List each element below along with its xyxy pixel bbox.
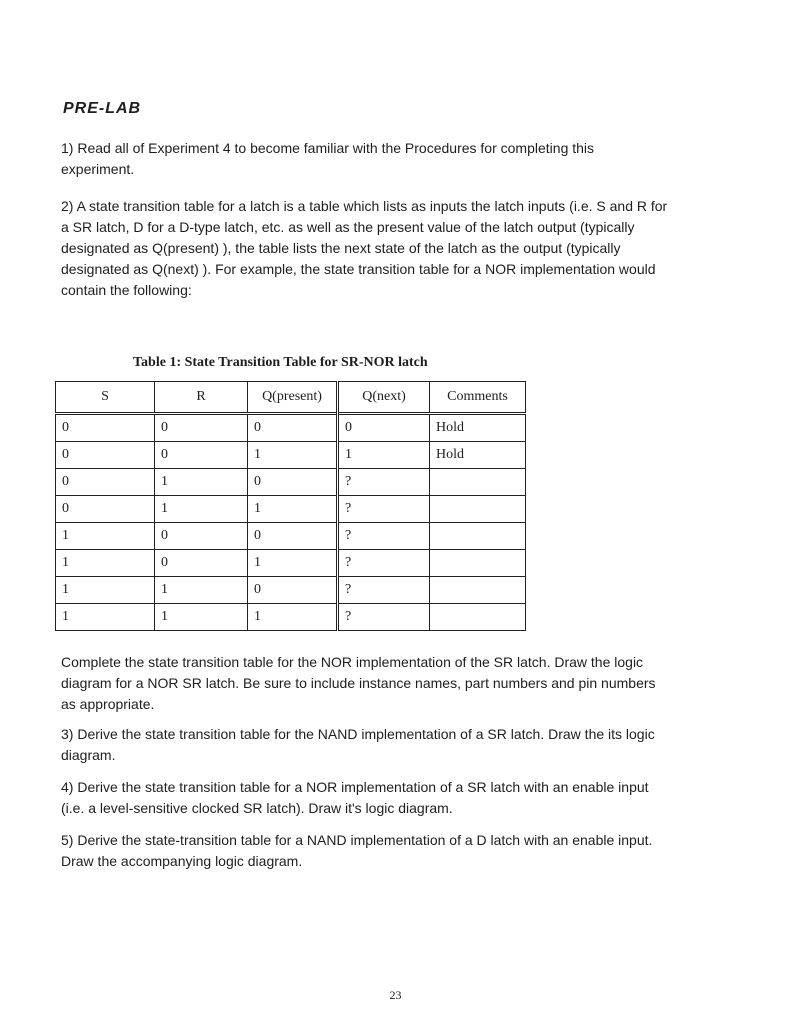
cell-q-next: ? xyxy=(338,523,430,550)
cell-comment: Hold xyxy=(430,414,526,442)
header-q-next: Q(next) xyxy=(338,382,430,414)
cell-r: 0 xyxy=(155,414,248,442)
paragraph-5: 5) Derive the state-transition table for a NAND implementation of a D latch with an enable input. Draw the accompanying logic diagram. xyxy=(61,832,653,869)
table-row xyxy=(56,414,526,442)
cell-r: 1 xyxy=(155,469,248,496)
cell-q-next: ? xyxy=(338,496,430,523)
page-heading: PRE-LAB xyxy=(63,100,142,117)
cell-s: 1 xyxy=(56,577,155,604)
cell-q-next: 1 xyxy=(338,442,430,469)
cell-r: 0 xyxy=(155,442,248,469)
table-row xyxy=(56,523,526,550)
cell-q-present: 0 xyxy=(248,414,338,442)
cell-s: 1 xyxy=(56,550,155,577)
paragraph-4: 4) Derive the state transition table for a NOR implementation of a SR latch with an enable input (i.e. a level-sensitive clocked SR latch). Draw it's logic diagram. xyxy=(61,779,649,816)
cell-q-present: 0 xyxy=(248,523,338,550)
cell-comment xyxy=(430,577,526,604)
cell-q-next: ? xyxy=(338,604,430,631)
cell-comment xyxy=(430,604,526,631)
cell-comment xyxy=(430,496,526,523)
header-r: R xyxy=(155,382,248,414)
table-row xyxy=(56,496,526,523)
header-s: S xyxy=(56,382,155,414)
state-transition-table xyxy=(55,381,526,631)
cell-comment xyxy=(430,550,526,577)
cell-s: 0 xyxy=(56,469,155,496)
cell-q-present: 0 xyxy=(248,577,338,604)
cell-q-next: ? xyxy=(338,550,430,577)
paragraph-3: 3) Derive the state transition table for the NAND implementation of a SR latch. Draw the its logic diagram. xyxy=(61,726,655,763)
cell-q-next: ? xyxy=(338,469,430,496)
cell-q-present: 1 xyxy=(248,442,338,469)
table-header-row xyxy=(56,382,526,414)
cell-q-present: 1 xyxy=(248,604,338,631)
paragraph-2: 2) A state transition table for a latch is a table which lists as inputs the latch inputs (i.e. S and R for a SR latch, D for a D-type latch, etc. as well as the present value of the latch output (typically designated as Q(present) ), the table lists the next state of the latch as the output (typically designated as Q(next) ). For example, the state transition table for a NOR implementation would contain the following: xyxy=(61,198,668,298)
cell-r: 0 xyxy=(155,550,248,577)
cell-comment xyxy=(430,523,526,550)
cell-q-present: 0 xyxy=(248,469,338,496)
cell-s: 0 xyxy=(56,414,155,442)
header-comments: Comments xyxy=(430,382,526,414)
cell-s: 1 xyxy=(56,604,155,631)
cell-r: 1 xyxy=(155,577,248,604)
cell-q-present: 1 xyxy=(248,550,338,577)
paragraph-1: 1) Read all of Experiment 4 to become familiar with the Procedures for completing this experiment. xyxy=(61,140,595,177)
cell-r: 0 xyxy=(155,523,248,550)
cell-r: 1 xyxy=(155,496,248,523)
table-row xyxy=(56,442,526,469)
header-q-present: Q(present) xyxy=(248,382,338,414)
cell-q-present: 1 xyxy=(248,496,338,523)
cell-s: 1 xyxy=(56,523,155,550)
cell-comment xyxy=(430,469,526,496)
table-row xyxy=(56,604,526,631)
cell-s: 0 xyxy=(56,442,155,469)
table-row xyxy=(56,577,526,604)
cell-q-next: ? xyxy=(338,577,430,604)
cell-q-next: 0 xyxy=(338,414,430,442)
cell-r: 1 xyxy=(155,604,248,631)
paragraph-complete-table: Complete the state transition table for the NOR implementation of the SR latch. Draw the logic diagram for a NOR SR latch. Be sure to include instance names, part numbers and pin numbers as appropriate. xyxy=(61,654,656,712)
table-row xyxy=(56,469,526,496)
table-row xyxy=(56,550,526,577)
table-caption: Table 1: State Transition Table for SR-NOR latch xyxy=(133,355,428,370)
cell-comment: Hold xyxy=(430,442,526,469)
page-number: 23 xyxy=(389,988,402,1002)
cell-s: 0 xyxy=(56,496,155,523)
